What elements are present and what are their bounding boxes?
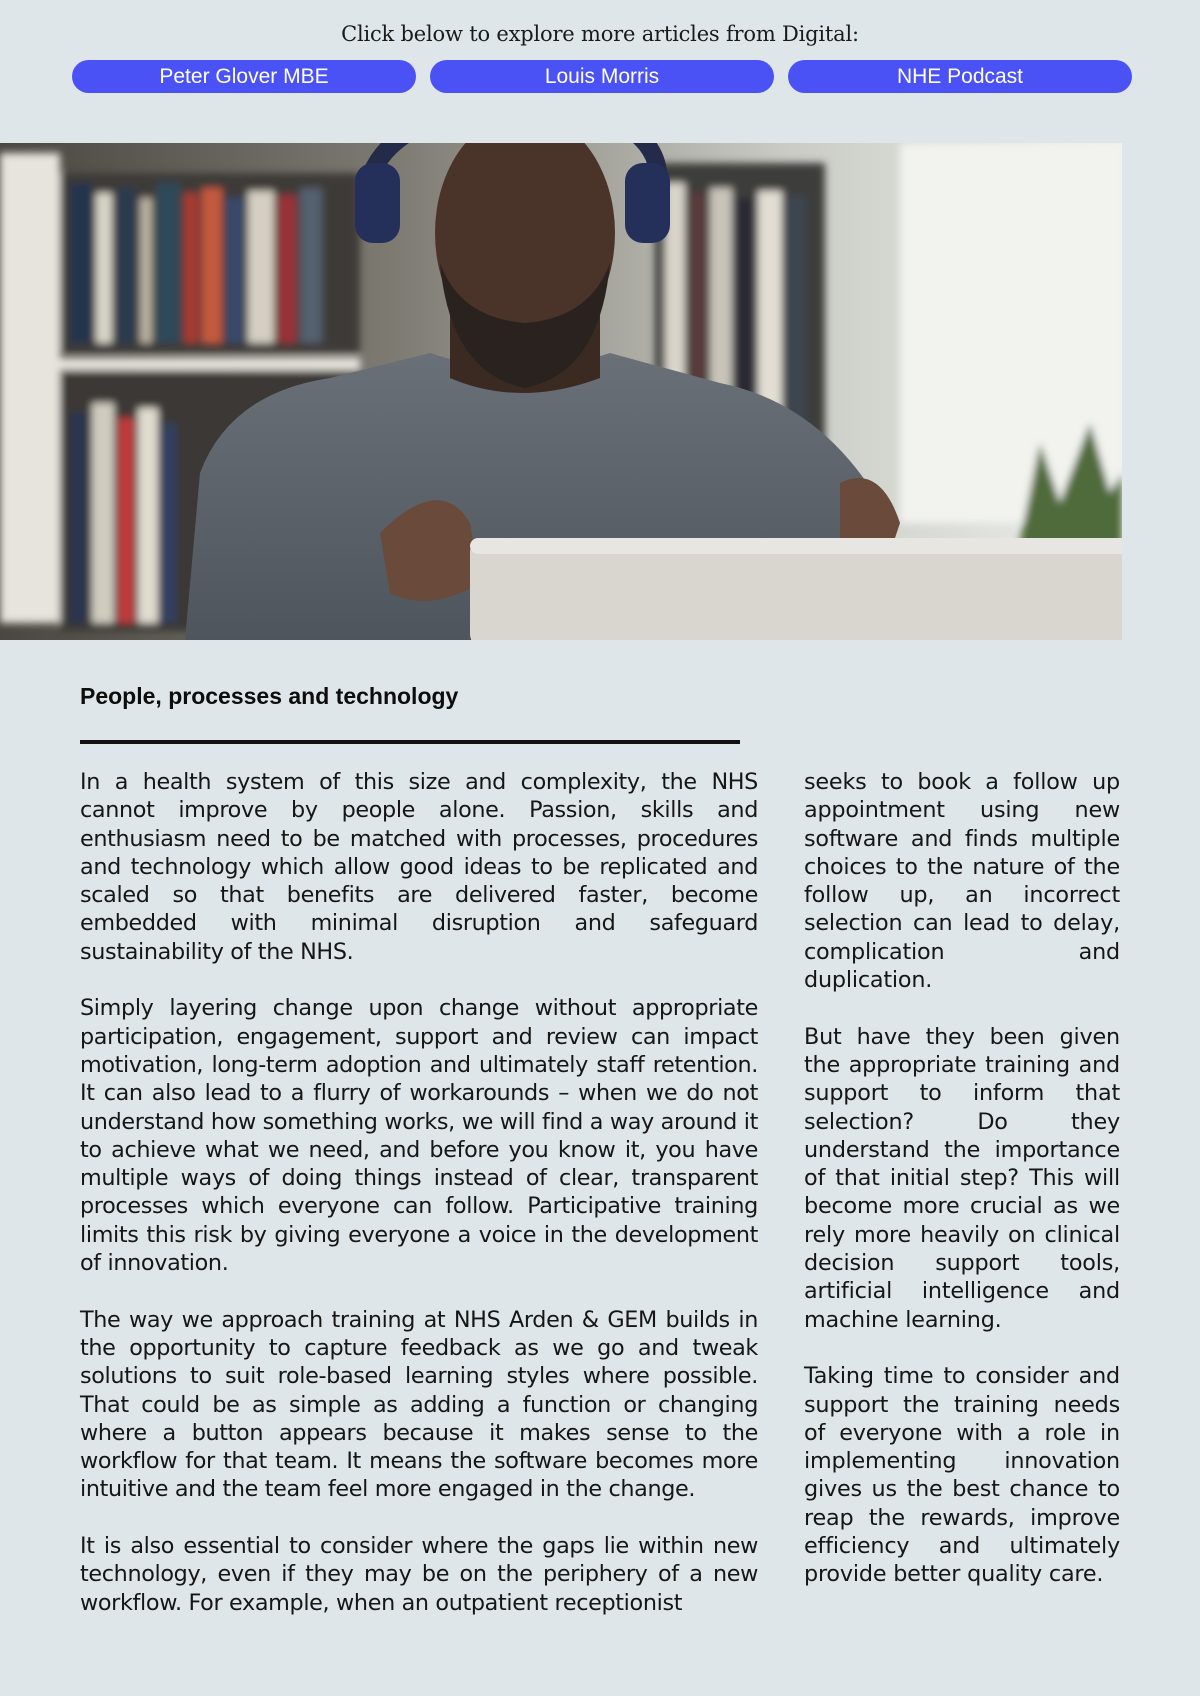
paragraph: The way we approach training at NHS Arden & GEM builds in the opportunity to capture feedback as we go and tweak solutions to suit role-based learning styles where possible. That could be as simple as adding a function or changing where a button appears because it makes sense to the workflow for that team. It means the software becomes more intuitive and the team feel more engaged in the change. (80, 1306, 758, 1503)
paragraph: Simply layering change upon change without appropriate participation, engagement, support and review can impact motivation, long-term adoption and ultimately staff retention. It can also lead to a flurry of workarounds – when we do not understand how something works, we will find a way around it to achieve what we need, and before you know it, you have multiple ways of doing things instead of clear, transparent processes which everyone can follow. Participative training limits this risk by giving everyone a voice in the development of innovation. (80, 995, 758, 1277)
paragraph: But have they been given the appropriate training and support to inform that selection? Do they understand the importance of that initial step? This will become more crucial as we rely more heavily on clinical decision support tools, artificial intelligence and machine learning. (804, 1023, 1120, 1333)
photo-man-with-headphones-icon (0, 143, 1122, 640)
paragraph: It is also essential to consider where the gaps lie within new technology, even if they may be on the periphery of a new workflow. For example, when an outpatient receptionist (80, 1533, 758, 1616)
nav-caption: Click below to explore more articles from Digital: (341, 22, 859, 46)
paragraph: seeks to book a follow up appointment using new software and finds multiple choices to the nature of the follow up, an incorrect selection can lead to delay, complication and duplication. (804, 769, 1120, 994)
nav-button-peter-glover[interactable]: Peter Glover MBE (72, 60, 416, 93)
paragraph: In a health system of this size and complexity, the NHS cannot improve by people alone. Passion, skills and enthusiasm need to be matched with processes, procedures and technology which allow good ideas to be replicated and scaled so that benefits are delivered faster, become embedded with minimal disruption and safeguard sustainability of the NHS. (80, 769, 758, 965)
hero-photo (0, 143, 1122, 640)
heading-divider (80, 740, 740, 744)
paragraph: Taking time to consider and support the training needs of everyone with a role in implementing innovation gives us the best chance to reap the rewards, improve efficiency and ultimately provide better quality care. (804, 1363, 1120, 1588)
article-column-right (804, 768, 1120, 1589)
nav-button-louis-morris[interactable]: Louis Morris (430, 60, 774, 93)
section-heading: People, processes and technology (80, 683, 459, 709)
article-column-left (80, 768, 758, 1617)
nav-button-nhe-podcast[interactable]: NHE Podcast (788, 60, 1132, 93)
